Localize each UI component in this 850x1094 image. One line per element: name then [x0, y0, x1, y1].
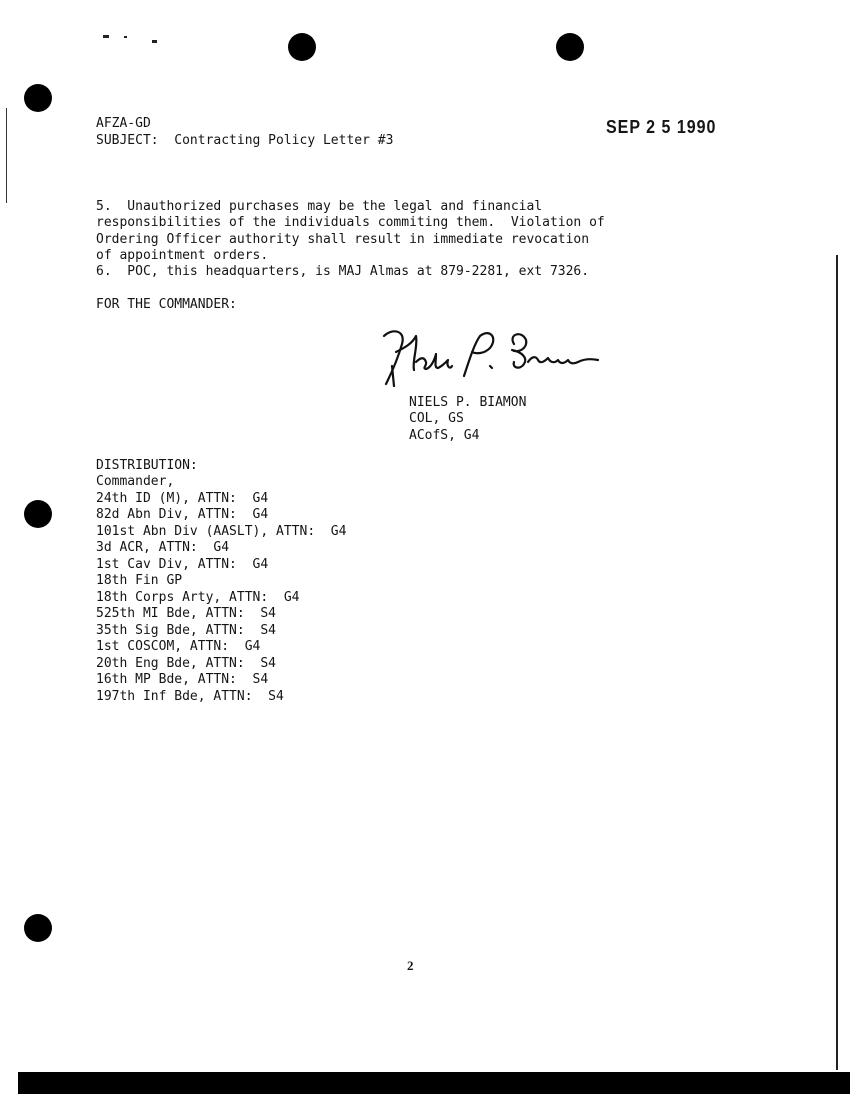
scan-speck: [152, 40, 157, 43]
distribution-item: 101st Abn Div (AASLT), ATTN: G4: [96, 523, 347, 539]
distribution-item: 35th Sig Bde, ATTN: S4: [96, 622, 277, 638]
distribution-item: 20th Eng Bde, ATTN: S4: [96, 655, 277, 671]
scan-speck: [103, 35, 109, 38]
page-number: 2: [407, 958, 414, 973]
distribution-item: 24th ID (M), ATTN: G4: [96, 490, 269, 506]
distribution-item: 1st Cav Div, ATTN: G4: [96, 556, 269, 572]
scan-margin-line: [6, 108, 7, 203]
distribution-item: Commander,: [96, 474, 175, 489]
punch-hole: [24, 84, 52, 112]
distribution-heading: DISTRIBUTION:: [96, 457, 198, 473]
scan-bottom-bar: [18, 1072, 850, 1094]
distribution-item: 1st COSCOM, ATTN: G4: [96, 639, 261, 654]
distribution-item: 3d ACR, ATTN: G4: [96, 540, 230, 555]
paragraph-line: 5. Unauthorized purchases may be the legal and financial: [96, 198, 543, 214]
distribution-item: 197th Inf Bde, ATTN: S4: [96, 688, 284, 704]
punch-hole: [556, 33, 584, 61]
punch-hole: [24, 914, 52, 942]
distribution-item: 16th MP Bde, ATTN: S4: [96, 672, 269, 687]
scan-margin-line: [836, 255, 838, 1070]
date-stamp: SEP 2 5 1990: [606, 118, 717, 138]
distribution-item: 18th Fin GP: [96, 573, 183, 588]
paragraph-line: of appointment orders.: [96, 248, 269, 263]
signer-title: ACofS, G4: [409, 427, 480, 443]
scan-speck: [124, 36, 127, 38]
punch-hole: [24, 500, 52, 528]
signature-block: [409, 378, 526, 444]
paragraph-line: Ordering Officer authority shall result in immediate revocation: [96, 231, 590, 247]
signer-name: NIELS P. BIAMON: [409, 394, 527, 410]
punch-hole: [288, 33, 316, 61]
closing-line: FOR THE COMMANDER:: [96, 297, 237, 312]
office-symbol: AFZA-GD: [96, 116, 151, 131]
distribution-list: [96, 441, 346, 705]
subject-line: SUBJECT: Contracting Policy Letter #3: [96, 133, 394, 148]
distribution-item: 18th Corps Arty, ATTN: G4: [96, 589, 300, 605]
paragraph-5: [96, 182, 605, 265]
distribution-item: 525th MI Bde, ATTN: S4: [96, 606, 277, 621]
paragraph-line: responsibilities of the individuals commiting them. Violation of: [96, 215, 605, 230]
signer-rank: COL, GS: [409, 411, 464, 426]
distribution-item: 82d Abn Div, ATTN: G4: [96, 507, 269, 522]
paragraph-6: 6. POC, this headquarters, is MAJ Almas at 879-2281, ext 7326.: [96, 264, 590, 279]
